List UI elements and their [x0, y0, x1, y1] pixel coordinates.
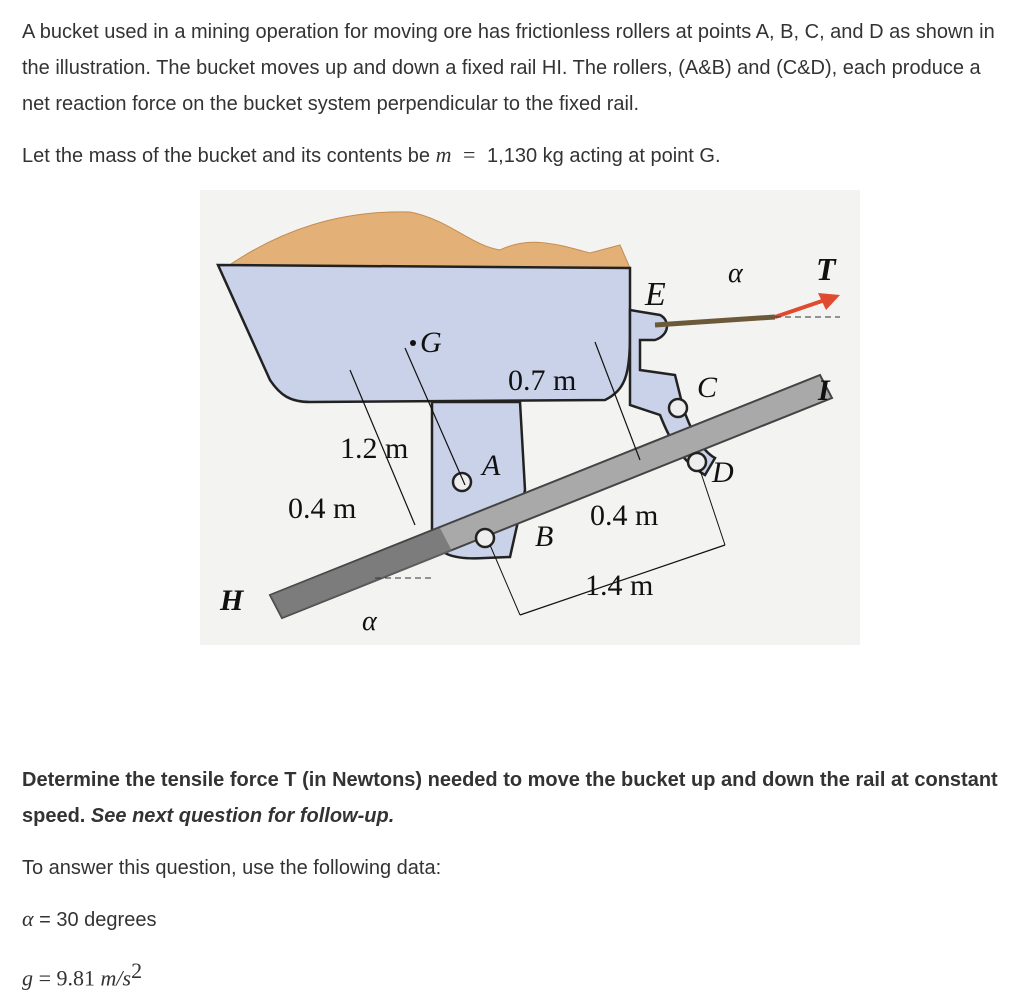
label-d: D — [712, 456, 734, 489]
label-dim-07: 0.7 m — [508, 364, 577, 397]
label-i: I — [818, 374, 830, 407]
bucket-rail-figure — [200, 190, 860, 645]
question — [22, 762, 1012, 834]
label-a: A — [482, 449, 501, 482]
g-unit: m/s — [100, 965, 132, 991]
mass-value: 1,130 kg acting at point G. — [487, 145, 721, 167]
intro-paragraph: A bucket used in a mining operation for moving ore has frictionless rollers at points A, B, C, and D as shown in the illustration. The bucket moves up and down a fixed rail HI. The rollers, (A&B) and (C&D), each produce a net reaction force on the bucket system perpendicular to the fixed rail. — [22, 21, 995, 115]
label-dim-04-left: 0.4 m — [288, 492, 357, 525]
label-b: B — [535, 520, 554, 553]
alpha-value: = 30 degrees — [39, 909, 157, 931]
g-exponent: 2 — [131, 958, 143, 983]
label-t: T — [816, 251, 836, 287]
label-g: G — [420, 326, 442, 359]
mass-statement — [22, 137, 1012, 174]
given-intro: To answer this question, use the following data: — [22, 857, 442, 879]
mass-prefix: Let the mass of the bucket and its contents be — [22, 145, 431, 167]
given-alpha — [22, 901, 1012, 938]
label-dim-14: 1.4 m — [585, 569, 654, 602]
label-alpha-bottom: α — [362, 606, 377, 637]
roller-a — [453, 473, 471, 491]
alpha-symbol: α — [22, 906, 34, 931]
label-dim-04-right: 0.4 m — [590, 499, 659, 532]
g-value: = 9.81 — [38, 965, 95, 991]
roller-b — [476, 529, 494, 547]
question-text: Determine the tensile force T (in Newtons) needed to move the bucket up and down the rail at constant speed. — [22, 769, 998, 827]
question-followup: See next question for follow-up. — [90, 805, 395, 827]
mass-symbol: m — [435, 142, 452, 167]
label-h: H — [220, 584, 244, 617]
label-alpha-top: α — [728, 258, 743, 289]
label-dim-12: 1.2 m — [340, 432, 409, 465]
g-symbol: g — [22, 965, 33, 991]
label-e: E — [645, 276, 666, 313]
mass-equals: = — [463, 142, 476, 167]
given-g — [22, 953, 1012, 998]
roller-d — [688, 453, 706, 471]
label-c: C — [697, 371, 718, 404]
point-g — [410, 340, 416, 346]
roller-c — [669, 399, 687, 417]
